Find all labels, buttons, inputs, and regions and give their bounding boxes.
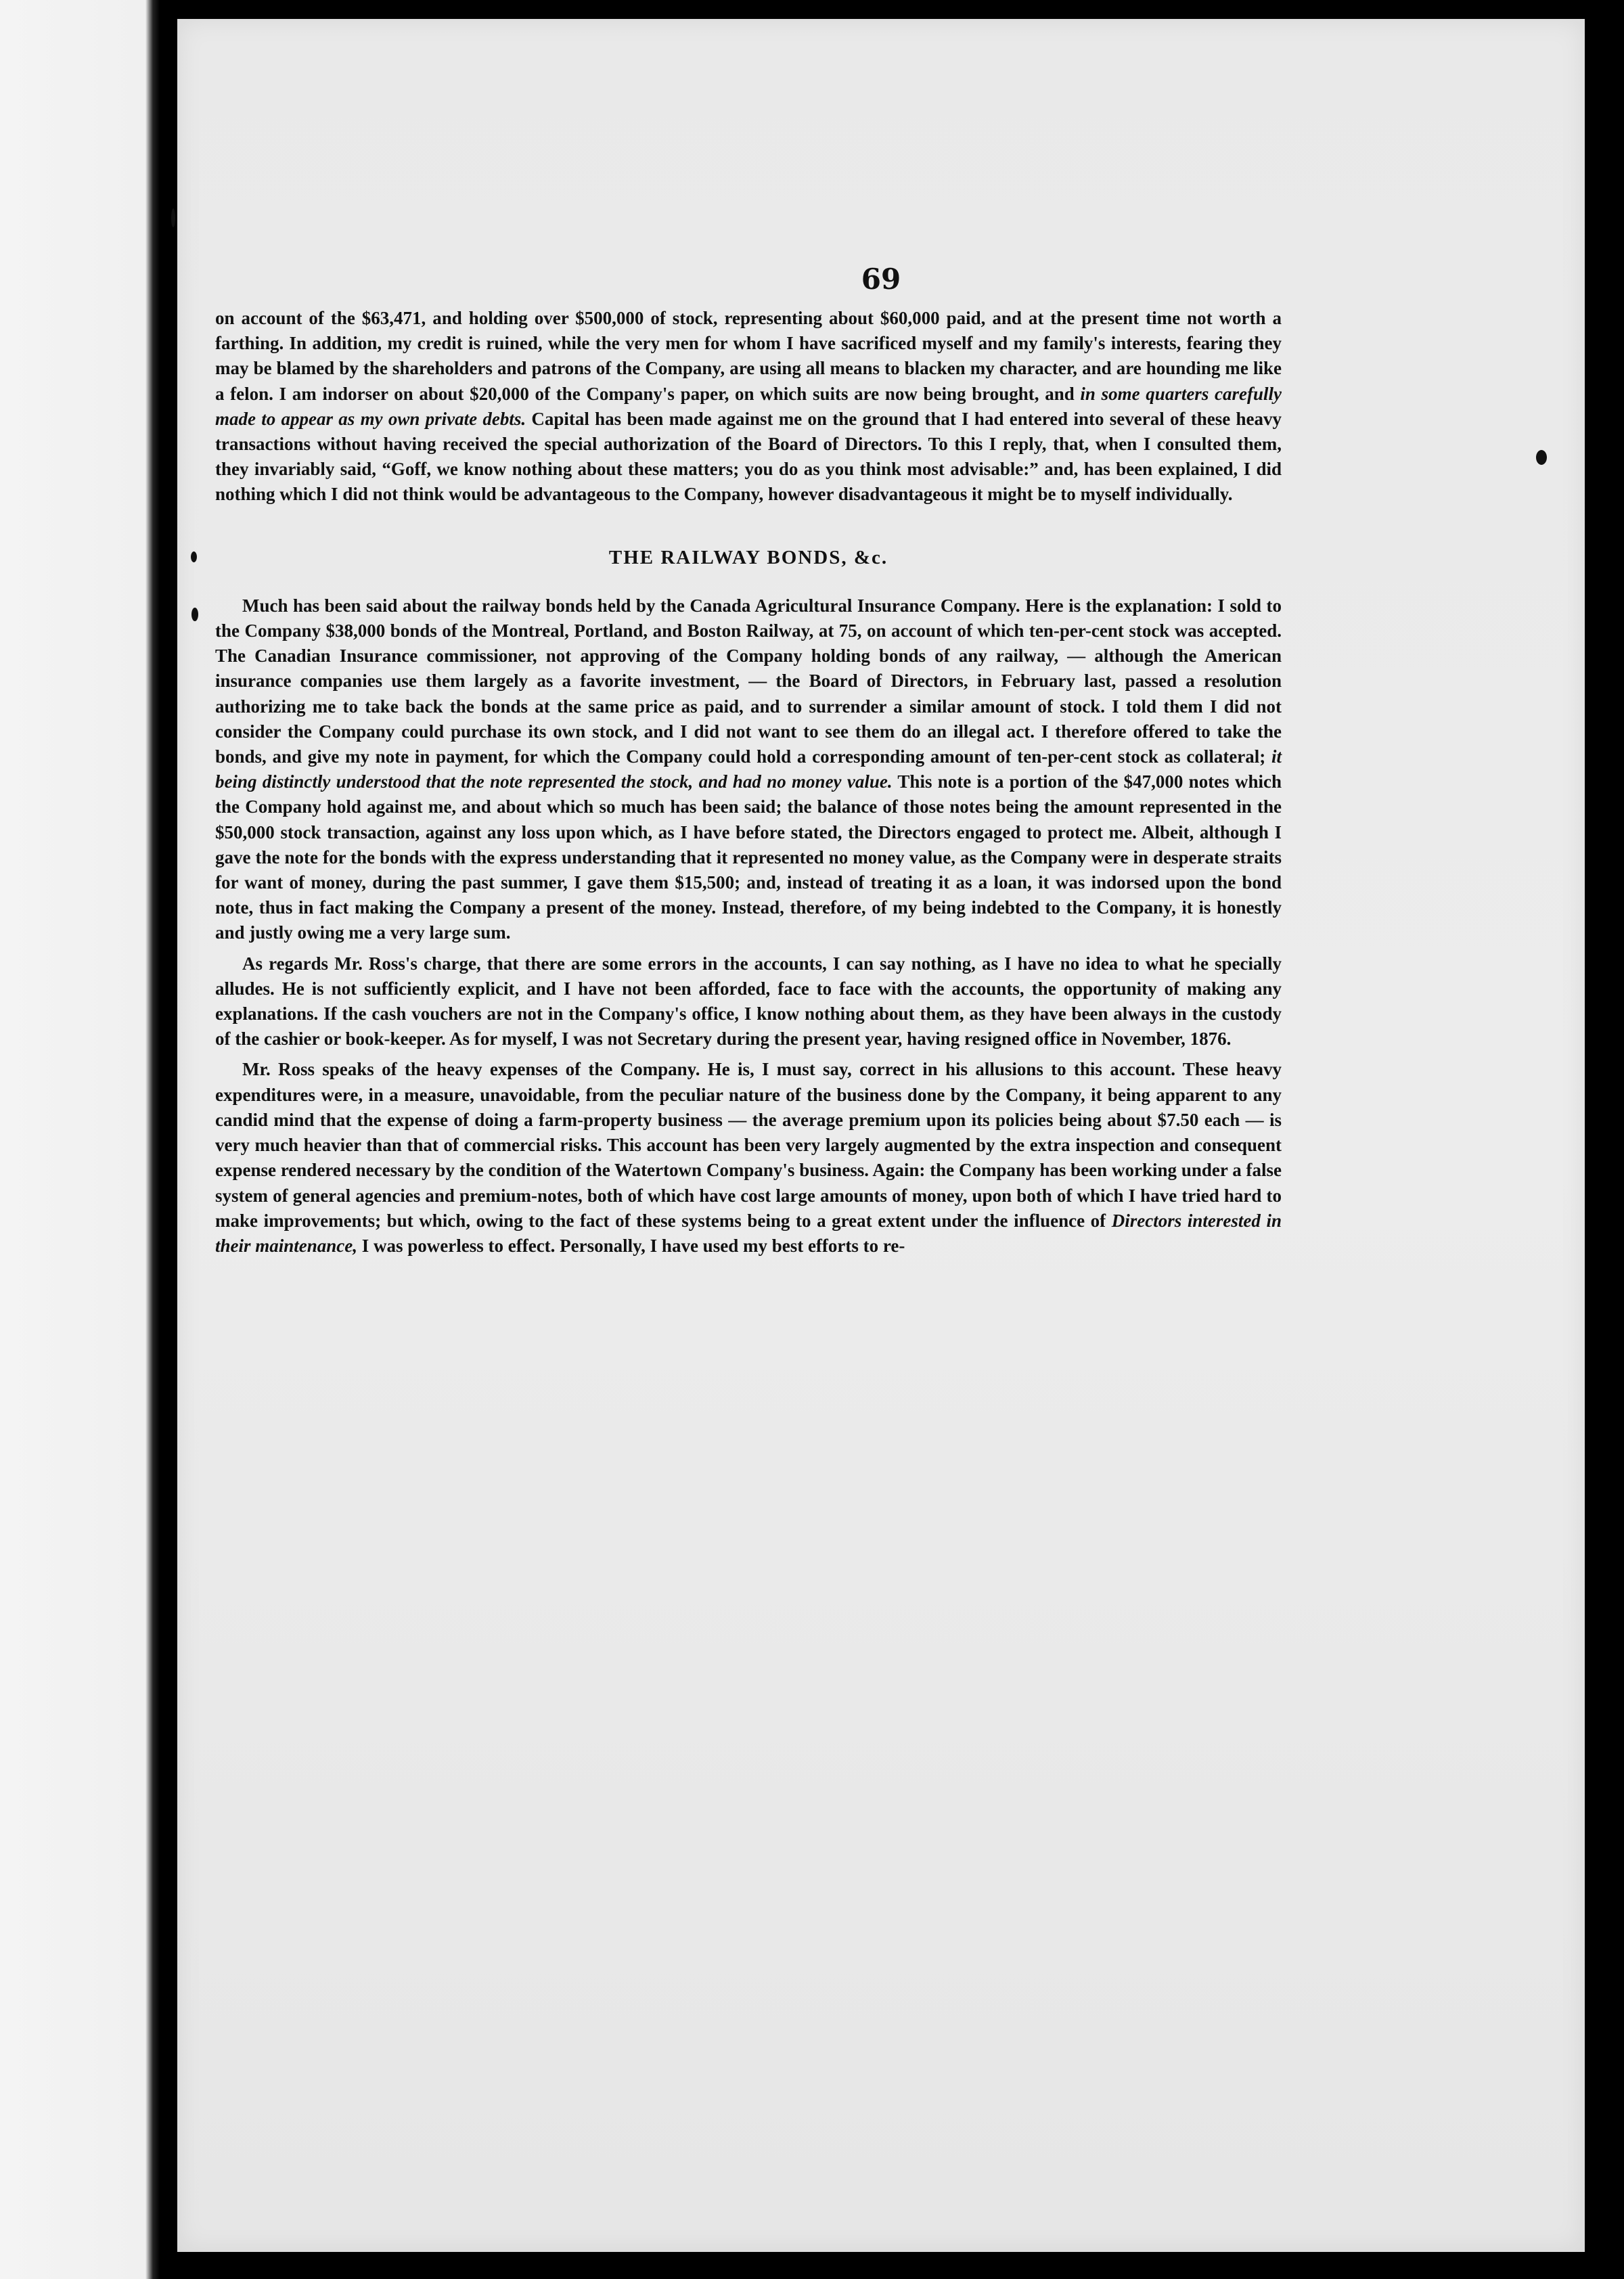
ink-speck [171,208,175,227]
text-span: on account of the $63,471, and holding over $500,000 of stock, representing about $60,000 paid, and at the present time not worth a farthing. In addition, my credit is ruined, while the very men for whom I have sacrificed myself and my family's interests, fearing they may be blamed by the shareholders and patrons of the Company, are using all means to blacken my character, and are hounding me like a felon. I am indorser on about $20,000 of the Company's paper, on which suits are now being brought, and [215,308,1282,404]
italic-emphasis: it being distinctly understood that the note represented the stock, and had no money value. [215,746,1282,792]
paragraph-ross-charge: As regards Mr. Ross's charge, that there are some errors in the accounts, I can say nothing, as I have no idea to what he specially alludes. He is not sufficiently explicit, and I have not been afforded, face to face with the accounts, the opportunity of making any explanations. If the cash vouchers are not in the Company's office, I know nothing about them, as they have been always in the custody of the cashier or book-keeper. As for myself, I was not Secretary during the present year, having resigned office in November, 1876. [215,953,1282,1050]
facing-page-edge [0,0,177,2279]
text-span: Much has been said about the railway bonds held by the Canada Agricultural Insurance Company. Here is the explanation: I sold to the Company $38,000 bonds of the Montreal, Portland, and Boston Railway, at 75, on account of which ten-per-cent stock was accepted. The Canadian Insurance commissioner, not approving of the Company holding bonds of any railway, — although the American insurance companies use them largely as a favorite investment, — the Board of Directors, in February last, passed a resolution authorizing me to take back the bonds at the same price as paid, and to surrender a similar amount of stock. I told them I did not consider the Company could purchase its own stock, and I did not want to see them do an illegal act. I therefore offered to take the bonds, and give my note in payment, for which the Company could hold a corresponding amount of ten-per-cent stock as collateral; [215,595,1282,767]
italic-emphasis: in some quarters carefully made to appear as my own private debts. [215,383,1282,429]
paragraph-goff-defense [215,306,1282,507]
text-span: Mr. Ross speaks of the heavy expenses of the Company. He is, I must say, correct in his allusions to this account. These heavy expenditures were, in a measure, unavoidable, from the peculiar nature of the business done by the Company, it being apparent to any candid mind that the expense of doing a farm-property business — the average premium upon its policies being about $7.50 each — is very much heavier than that of commercial risks. This account has been very largely augmented by the extra inspection and consequent expense rendered necessary by the condition of the Watertown Company's business. Again: the Company has been working under a false system of general agencies and premium-notes, both of which have cost large amounts of money, upon both of which I have tried hard to make improvements; but which, owing to the fact of these systems being to a great extent under the influence of [215,1059,1282,1231]
ink-speck [191,551,197,562]
ink-speck [191,608,198,621]
text-span: Capital has been made against me on the ground that I had entered into several of these heavy transactions without having received the special authorization of the Board of Directors. To this I reply, that, when I consulted them, they invariably said, “Goff, we know nothing about these matters; you do as you think most advisable:” and, has been explained, I did nothing which I did not think would be advantageous to the Company, however disadvantageous it might be to myself individually. [215,408,1282,505]
italic-emphasis: Directors interested in their maintenance, [215,1210,1282,1256]
page-number: 69 [861,263,901,296]
text-span: This note is a portion of the $47,000 notes which the Company hold against me, and about which so much has been said; the balance of those notes being the amount represented in the $50,000 stock transaction, against any loss upon which, as I have before stated, the Directors engaged to protect me. Albeit, although I gave the note for the bonds with the express understanding that it represented no money value, as the Company were in desperate straits for want of money, during the past summer, I gave them $15,500; and, instead of treating it as a loan, it was indorsed upon the bond note, thus in fact making the Company a present of the money. Instead, therefore, of my being indebted to the Company, it is honestly and justly owing me a very large sum. [215,771,1282,943]
body-text [215,306,1282,1259]
paragraph-heavy-expenses [215,1057,1282,1259]
paragraph-railway-bonds [215,593,1282,946]
section-heading: THE RAILWAY BONDS, &c. [608,546,888,568]
text-span: I was powerless to effect. Personally, I have used my best efforts to re- [357,1235,905,1256]
ink-speck [1536,450,1547,465]
